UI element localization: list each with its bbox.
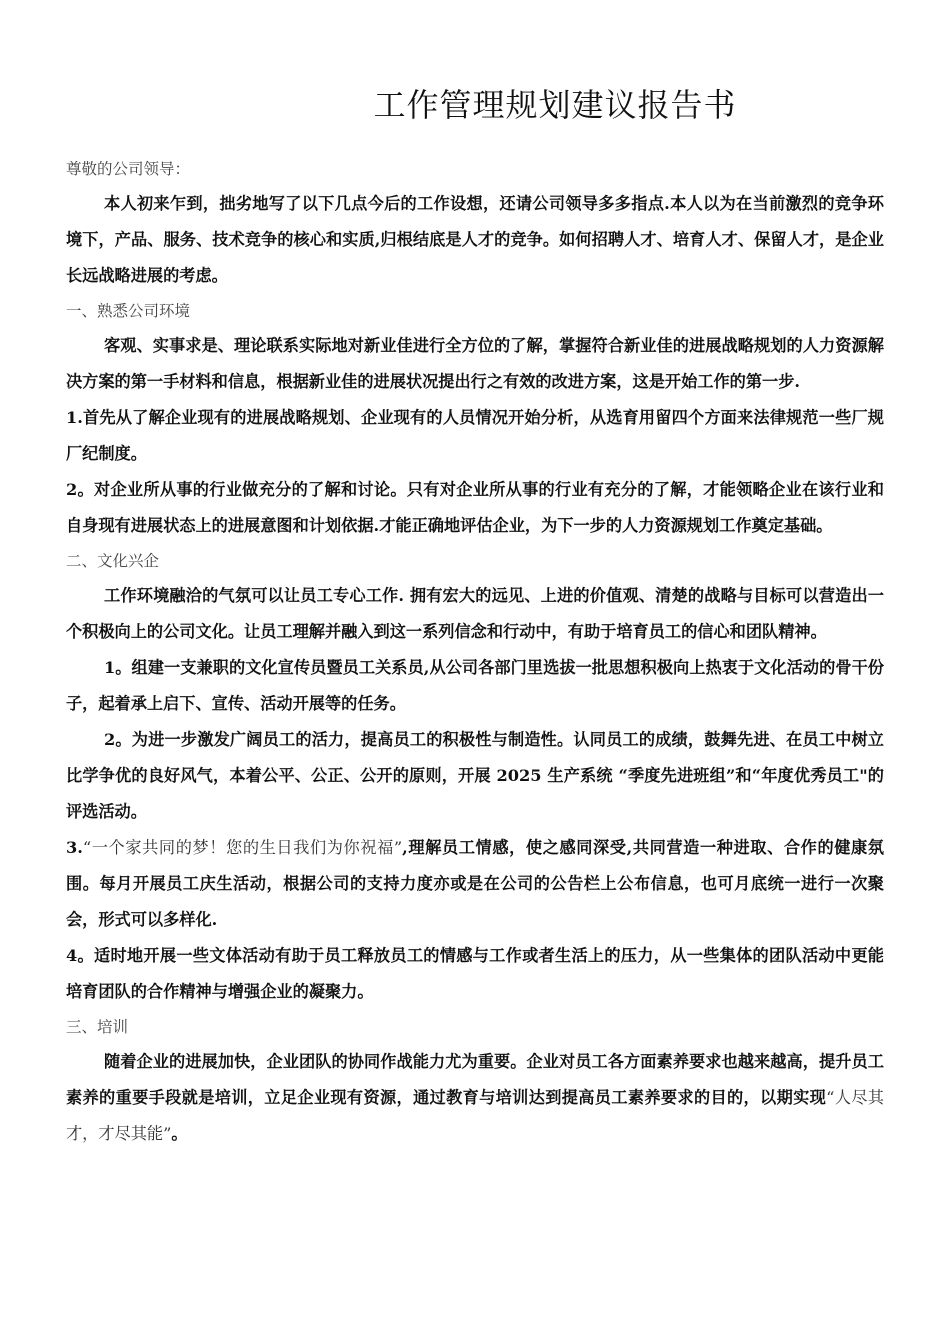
section-3-paragraph bbox=[66, 1044, 884, 1152]
section-1-item-1: 1.首先从了解企业现有的进展战略规划、企业现有的人员情况开始分析，从选育用留四个方面来法律规范一些厂规厂纪制度。 bbox=[66, 408, 884, 463]
section-2-item-2: 2。为进一步激发广阔员工的活力，提高员工的积极性与制造性。认同员工的成绩，鼓舞先进、在员工中树立比学争优的良好风气，本着公平、公正、公开的原则，开展 2025 生产系统 “季度先进班组”和“年度优秀员工"的评选活动。 bbox=[66, 730, 884, 821]
section-2-paragraph: 工作环境融洽的气氛可以让员工专心工作. 拥有宏大的远见、上进的价值观、清楚的战略与目标可以营造出一个积极向上的公司文化。让员工理解并融入到这一系列信念和行动中，有助于培育员工的信心和团队精神。 bbox=[66, 586, 884, 641]
section-2-heading: 二、文化兴企 bbox=[66, 552, 160, 570]
section-1-paragraph: 客观、实事求是、理论联系实际地对新业佳进行全方位的了解，掌握符合新业佳的进展战略规划的人力资源解决方案的第一手材料和信息，根据新业佳的进展状况提出行之有效的改进方案，这是开始工作的第一步. bbox=[66, 336, 884, 391]
section-2-item-3-number: 3. bbox=[66, 838, 83, 857]
section-2-item-4: 4。适时地开展一些文体活动有助于员工释放员工的情感与工作或者生活上的压力，从一些集体的团队活动中更能培育团队的合作精神与增强企业的凝聚力。 bbox=[66, 946, 884, 1001]
section-2-item-3-text: ,理解员工情感，使之感同深受,共同营造一种进取、合作的健康氛围。每月开展员工庆生活动，根据公司的支持力度亦或是在公司的公告栏上公布信息，也可月底统一进行一次聚会，形式可以多样化. bbox=[66, 838, 884, 929]
section-3-paragraph-end: 。 bbox=[171, 1124, 188, 1143]
section-3-heading: 三、培训 bbox=[66, 1018, 129, 1036]
document-title: 工作管理规划建议报告书 bbox=[373, 86, 737, 124]
section-2-item-3 bbox=[66, 830, 884, 938]
section-2-item-1: 1。组建一支兼职的文化宣传员暨员工关系员,从公司各部门里选拔一批思想积极向上热衷于文化活动的骨干份子，起着承上启下、宣传、活动开展等的任务。 bbox=[66, 658, 884, 713]
section-1-heading: 一、熟悉公司环境 bbox=[66, 302, 191, 320]
section-1-item-2: 2。对企业所从事的行业做充分的了解和讨论。只有对企业所从事的行业有充分的了解，才能领略企业在该行业和自身现有进展状态上的进展意图和计划依据.才能正确地评估企业，为下一步的人力资源规划工作奠定基础。 bbox=[66, 480, 884, 535]
section-2-item-3-quote: “一个家共同的梦！您的生日我们为你祝福” bbox=[82, 838, 403, 857]
intro-paragraph: 本人初来乍到，拙劣地写了以下几点今后的工作设想，还请公司领导多多指点.本人以为在当前激烈的竞争环境下，产品、服务、技术竞争的核心和实质,归根结底是人才的竞争。如何招聘人才、培育人才、保留人才，是企业长远战略进展的考虑。 bbox=[66, 194, 884, 285]
section-3-quote: “人尽其才，才尽其能” bbox=[66, 1088, 884, 1143]
section-3-paragraph-text: 随着企业的进展加快，企业团队的协同作战能力尤为重要。企业对员工各方面素养要求也越来越高，提升员工素养的重要手段就是培训，立足企业现有资源，通过教育与培训达到提高员工素养要求的目的，以期实现 bbox=[66, 1052, 884, 1107]
greeting: 尊敬的公司领导： bbox=[66, 160, 191, 178]
